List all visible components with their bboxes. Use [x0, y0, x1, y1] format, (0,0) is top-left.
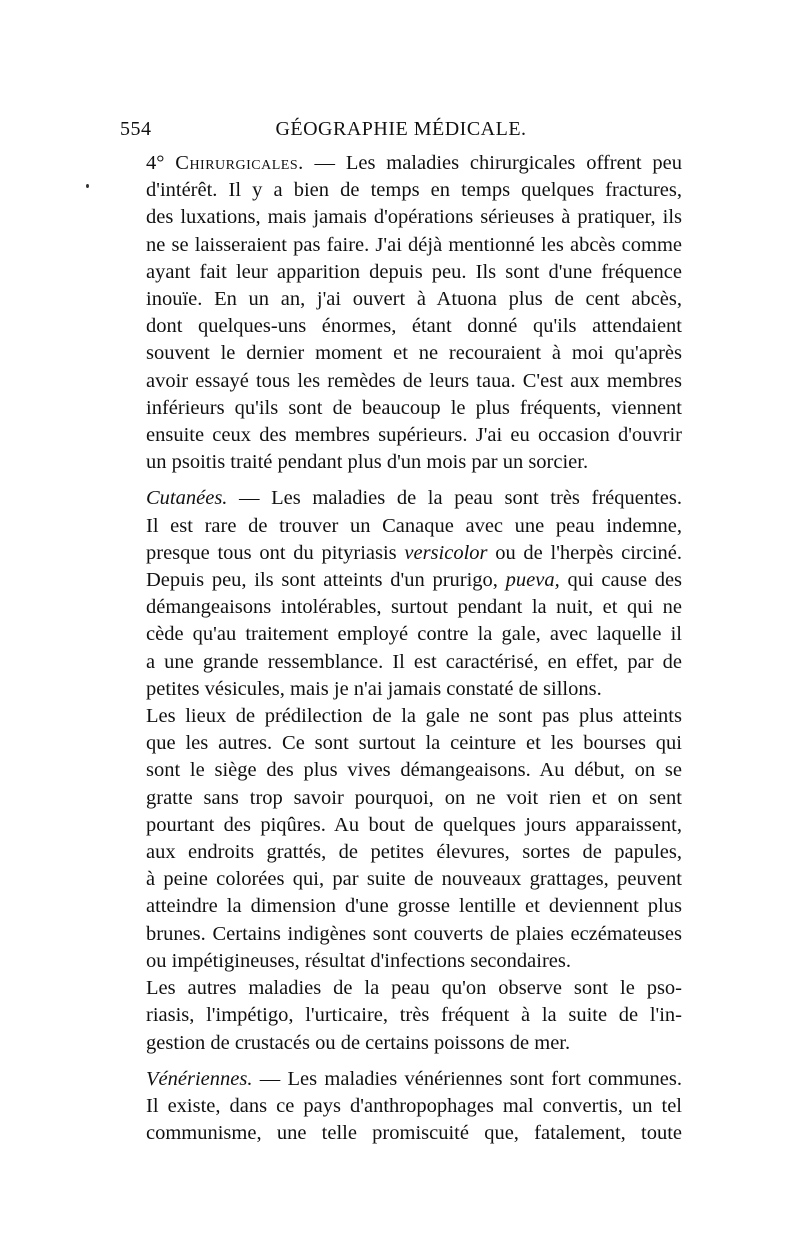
text-line: que les autres. Ce sont surtout la ceinture et les bourses qui [146, 732, 682, 755]
text-line: Les autres maladies de la peau qu'on observe sont le pso- [146, 977, 682, 1000]
text-line: presque tous ont du pityriasis versicolor ou de l'herpès circiné. [146, 541, 682, 564]
text-line: riasis, l'impétigo, l'urticaire, très fréquent à la suite de l'in- [146, 1004, 682, 1027]
text-line: brunes. Certains indigènes sont couverts de plaies eczémateuses [146, 922, 682, 945]
text-line: petites vésicules, mais je n'ai jamais constaté de sillons. [146, 677, 602, 700]
text-line: Il est rare de trouver un Canaque avec une peau indemne, [146, 514, 682, 537]
paragraph-cutanees [120, 485, 682, 703]
running-title: GÉOGRAPHIE MÉDICALE. [275, 118, 527, 140]
text-line: des luxations, mais jamais d'opérations sérieuses à pratiquer, ils [146, 206, 682, 229]
text-line: Depuis peu, ils sont atteints d'un prurigo, pueva, qui cause des [146, 569, 683, 592]
text-line: ensuite ceux des membres supérieurs. J'ai eu occasion d'ouvrir [146, 424, 682, 447]
text-line: d'intérêt. Il y a bien de temps en temps quelques fractures, [146, 179, 682, 202]
text-line: un psoitis traité pendant plus d'un mois par un sorcier. [146, 451, 589, 474]
section-heading: Cutanées. [146, 487, 228, 510]
paragraph-chirurgicales [120, 150, 682, 476]
text-line: démangeaisons intolérables, surtout pendant la nuit, et qui ne [146, 596, 682, 619]
text-line: ne se laisseraient pas faire. J'ai déjà mentionné les abcès comme [146, 233, 682, 256]
text-line: sont le siège des plus vives démangeaisons. Au début, on se [146, 759, 682, 782]
text-line: aux endroits grattés, de petites élevures, sortes de papules, [146, 841, 682, 864]
paragraph-veneriennes [120, 1066, 682, 1148]
text-line: Vénériennes. — Les maladies vénériennes sont fort communes. [146, 1067, 682, 1090]
text-line: Les lieux de prédilection de la gale ne sont pas plus atteints [146, 705, 682, 728]
italic-term: pueva, [505, 569, 560, 592]
page-header [120, 118, 682, 146]
text-line: atteindre la dimension d'une grosse lentille et deviennent plus [146, 895, 682, 918]
text-line: cède qu'au traitement employé contre la gale, avec laquelle il [146, 623, 682, 646]
text-line: avoir essayé tous les remèdes de leurs taua. C'est aux membres [146, 369, 682, 392]
text-line: ou impétigineuses, résultat d'infections secondaires. [146, 949, 571, 972]
section-number: 4° [146, 152, 165, 174]
text-line: gestion de crustacés ou de certains poissons de mer. [146, 1031, 571, 1054]
stray-ink-mark [86, 184, 89, 188]
text-line: a une grande ressemblance. Il est caractérisé, en effet, par de [146, 650, 682, 673]
text-line: 4° Chirurgicales. — Les maladies chirurgicales offrent peu [146, 152, 683, 174]
section-heading: Chirurgicales. [175, 152, 304, 174]
text-line: Il existe, dans ce pays d'anthropophages mal convertis, un tel [146, 1094, 682, 1117]
text-line: pourtant des piqûres. Au bout de quelques jours apparaissent, [146, 813, 682, 836]
paragraph-autres-maladies [120, 975, 682, 1057]
text-line: gratte sans trop savoir pourquoi, on ne voit rien et on sent [146, 786, 682, 809]
text-line: souvent le dernier moment et ne recouraient à moi qu'après [146, 342, 682, 365]
text-line: communisme, une telle promiscuité que, fatalement, toute [146, 1122, 682, 1145]
text-line: Cutanées. — Les maladies de la peau sont très fréquentes. [146, 487, 683, 510]
paragraph-gale [120, 703, 682, 975]
text-line: inférieurs qu'ils sont de beaucoup le plus fréquents, viennent [146, 396, 682, 419]
italic-term: versicolor [404, 541, 488, 564]
page-number: 554 [120, 118, 152, 140]
text-line: ayant fait leur apparition depuis peu. Ils sont d'une fréquence [146, 260, 682, 283]
section-heading: Vénériennes. [146, 1067, 253, 1090]
text-line: à peine colorées qui, par suite de nouveaux grattages, peuvent [146, 868, 682, 891]
body-text [120, 150, 682, 1147]
text-line: dont quelques-uns énormes, étant donné qu'ils attendaient [146, 315, 682, 338]
text-line: inouïe. En un an, j'ai ouvert à Atuona plus de cent abcès, [146, 288, 682, 311]
